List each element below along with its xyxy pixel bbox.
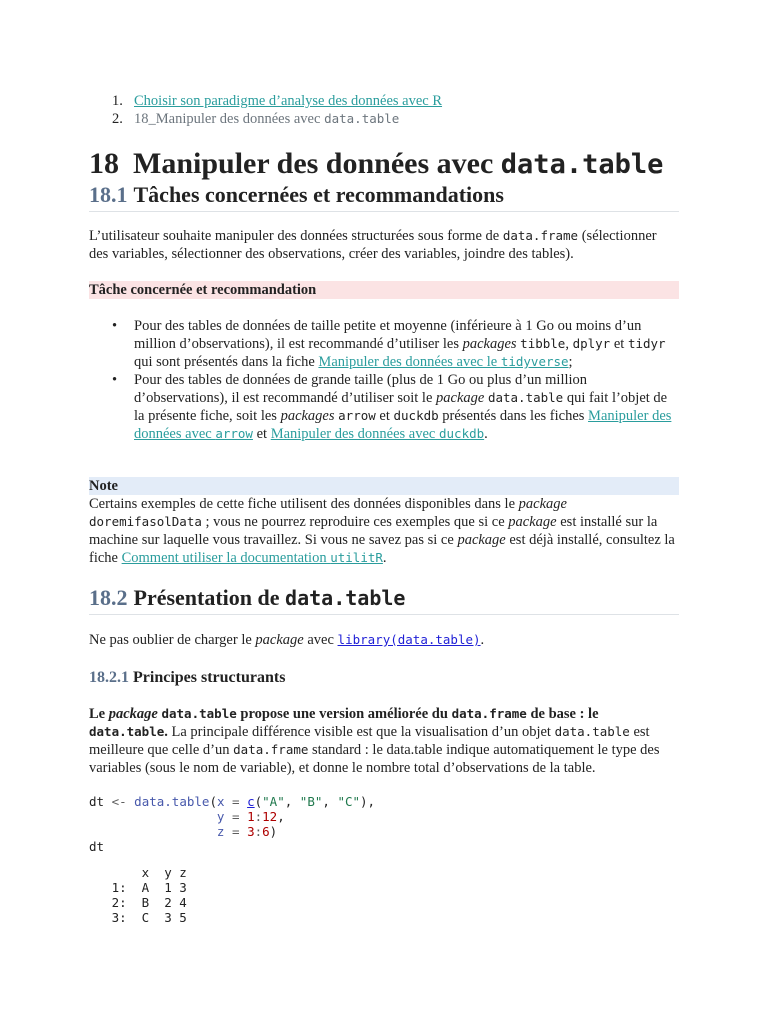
code-token: 12 [262, 809, 278, 824]
section-title-code: data.table [285, 586, 406, 610]
emphasis: packages [462, 336, 517, 352]
intro-code: data.frame [502, 228, 579, 243]
output-header: x y z [89, 865, 187, 880]
code-token: ) [269, 824, 278, 839]
section-number: 18.1 [89, 182, 128, 207]
text: . [382, 550, 387, 566]
intro-text-2: (sélectionner des variables, sélectionner des observations, créer des variables, joindre des tables). [89, 228, 657, 262]
breadcrumb-link-paradigme[interactable]: Choisir son paradigme d’analyse des données avec R [134, 93, 443, 109]
text: qui fait l’objet de la présente fiche, soit les [134, 390, 668, 424]
text: . [480, 632, 485, 648]
link-text: Comment utiliser la documentation [121, 550, 331, 566]
section-title: Tâches concernées et recommandations [133, 182, 504, 207]
text: et [610, 336, 628, 352]
code-line-2 [89, 809, 285, 824]
code: data.table [487, 390, 564, 405]
intro-paragraph [89, 227, 679, 263]
link-code: tidyverse [500, 354, 569, 369]
text: avec [303, 632, 338, 648]
section-heading-18-2 [89, 584, 679, 615]
text: . [484, 426, 488, 442]
bullet-icon: • [112, 318, 118, 334]
code-token: ( [209, 794, 217, 809]
code-token: = [232, 794, 240, 809]
section-number: 18.2 [89, 585, 128, 610]
breadcrumb [112, 92, 672, 128]
link-library-data-table[interactable] [338, 632, 481, 648]
code: data.table [161, 706, 237, 721]
code-token: 3 [247, 824, 255, 839]
list-item [112, 317, 678, 371]
code-token: , [277, 809, 285, 824]
code-token [240, 824, 248, 839]
code: data.frame [451, 706, 527, 721]
link-text: Manipuler des données avec le [318, 354, 501, 370]
breadcrumb-item-2 [112, 110, 672, 128]
list-item [112, 371, 678, 443]
emphasis: package [457, 532, 506, 548]
text: est déjà installé, consultez la fiche [89, 532, 675, 566]
text: propose une version améliorée du [236, 706, 452, 722]
code-token: y [89, 809, 232, 824]
text: Certains exemples de cette fiche utilisent des données disponibles dans le [89, 496, 519, 512]
text: , [565, 336, 573, 352]
link-tidyverse[interactable] [318, 354, 568, 370]
text: présentés dans les fiches [438, 408, 589, 424]
code-line-1 [89, 794, 375, 809]
code-token: 6 [262, 824, 270, 839]
emphasis: package [436, 390, 485, 406]
link-code: utilitR [330, 550, 383, 565]
emphasis: package [108, 706, 158, 722]
code-token: = [232, 824, 240, 839]
code-token: 1 [247, 809, 255, 824]
link-text: Manipuler des données avec [270, 426, 439, 442]
code-token: "C" [337, 794, 361, 809]
text: de base : le [526, 706, 599, 722]
code-token [240, 794, 248, 809]
code-token: ( [254, 794, 263, 809]
code-token: x [216, 794, 233, 809]
link-code: arrow [215, 426, 253, 441]
code-token [240, 809, 248, 824]
code: data.frame [233, 742, 309, 757]
code-token: z [89, 824, 232, 839]
code-token: = [232, 809, 240, 824]
code-block [89, 794, 375, 854]
breadcrumb-item-number: 2. [112, 111, 123, 127]
text: . [164, 724, 168, 740]
code-line-4: dt [89, 839, 105, 854]
section-heading-18-1 [89, 181, 679, 212]
page-title-number: 18 [89, 147, 119, 180]
code: tidyr [627, 336, 666, 351]
emphasis: package [508, 514, 557, 530]
text: Ne pas oublier de charger le [89, 632, 256, 648]
code-token: data.table [126, 794, 210, 809]
code: dplyr [572, 336, 611, 351]
link-text: Manipuler des données avec [134, 408, 672, 442]
text: Le [89, 706, 109, 722]
callout-note-title: Note [89, 477, 679, 495]
emphasis: packages [280, 408, 335, 424]
code: tibble [520, 336, 566, 351]
link-code: library(data.table) [337, 632, 481, 647]
code-token: <- [111, 794, 127, 809]
principles-paragraph [89, 705, 679, 777]
breadcrumb-item-1 [112, 92, 672, 110]
page-title-text: Manipuler des données avec [133, 147, 501, 180]
breadcrumb-item-number: 1. [112, 93, 123, 109]
section-title: Principes structurants [133, 669, 286, 686]
breadcrumb-current-code: data.table [324, 111, 400, 126]
code-token: : [254, 809, 263, 824]
text: et [252, 426, 271, 442]
section-title: Présentation de [133, 585, 286, 610]
section-heading-18-2-1 [89, 668, 285, 688]
link-duckdb[interactable] [271, 426, 484, 442]
text: est installé sur la machine sur laquelle vous travaillez. Si vous ne savez pas si ce [89, 514, 658, 548]
link-code: duckdb [439, 426, 485, 441]
text: La principale différence visible est que la visualisation d’un objet [167, 724, 555, 740]
text: Pour des tables de données de taille petite et moyenne (inférieure à 1 Go ou moins d’un million d’observations), il est recommandé d’utiliser les [134, 318, 642, 352]
code: data.table [89, 724, 165, 739]
text: standard : le data.table indique automatiquement le type des variables (sous le nom de variable), et donne le nombre total d’observations de la table. [89, 742, 660, 776]
text: est meilleure que celle d’un [89, 724, 650, 758]
recommendation-list [112, 317, 678, 443]
code-token: dt [89, 794, 112, 809]
note-paragraph [89, 495, 679, 567]
page-title [89, 146, 663, 183]
code-line-3 [89, 824, 277, 839]
output-block [89, 865, 187, 925]
code: arrow [338, 408, 376, 423]
text: ; [568, 354, 573, 370]
code-token: , [284, 794, 300, 809]
bullet-icon: • [112, 372, 118, 388]
emphasis: package [518, 496, 567, 512]
emphasis: package [255, 632, 304, 648]
callout-recommendation-title: Tâche concernée et recommandation [89, 281, 679, 299]
output-row: 1: A 1 3 [89, 880, 187, 895]
code: data.table [554, 724, 630, 739]
page-title-code: data.table [500, 149, 664, 180]
text: ; vous ne pourrez reproduire ces exemples que si ce [201, 514, 509, 530]
link-utilitr[interactable] [122, 550, 383, 566]
code-token: "A" [262, 794, 285, 809]
output-row: 3: C 3 5 [89, 910, 187, 925]
code-token: ), [360, 794, 376, 809]
code-link-c[interactable]: c [247, 794, 255, 809]
section-number: 18.2.1 [89, 669, 129, 686]
breadcrumb-current-label: 18_Manipuler des données avec [134, 111, 325, 127]
text: qui sont présentés dans la fiche [134, 354, 319, 370]
code-token: : [254, 824, 263, 839]
output-row: 2: B 2 4 [89, 895, 187, 910]
text: Pour des tables de données de grande taille (plus de 1 Go ou plus d’un million d’observations), il est recommandé d’utiliser soit le [134, 372, 588, 406]
load-package-paragraph [89, 631, 679, 649]
intro-text: L’utilisateur souhaite manipuler des données structurées sous forme de [89, 228, 503, 244]
code-token: "B" [299, 794, 323, 809]
code-token: , [322, 794, 338, 809]
code: doremifasolData [89, 514, 202, 529]
code: duckdb [393, 408, 439, 423]
text: et [375, 408, 394, 424]
